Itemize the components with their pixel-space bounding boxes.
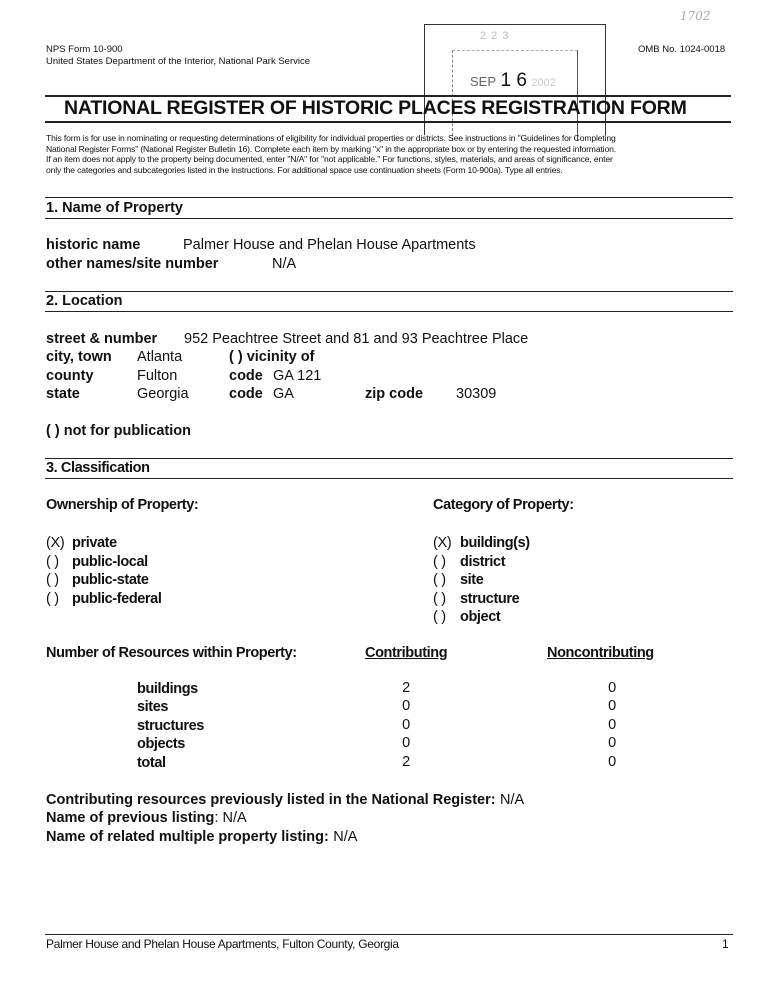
option-label: public-state <box>72 572 149 588</box>
street-value: 952 Peachtree Street and 81 and 93 Peachtree Place <box>184 331 529 347</box>
zip-value: 30309 <box>456 386 497 402</box>
table-row <box>137 716 616 735</box>
page-title: NATIONAL REGISTER OF HISTORIC PLACES REGISTRATION FORM <box>64 97 687 119</box>
zip-label: zip code <box>365 386 424 402</box>
row-label: objects <box>137 736 185 753</box>
stamp-line1: 2 2 3 <box>480 30 510 42</box>
street-label: street & number <box>46 331 158 347</box>
category-option-site[interactable] <box>433 571 530 590</box>
historic-name-label: historic name <box>46 237 141 253</box>
checkbox-mark: (X) <box>433 535 452 551</box>
row-label: total <box>137 754 166 771</box>
historic-name-value: Palmer House and Phelan House Apartments <box>183 237 476 253</box>
state-code-value: GA <box>273 386 294 402</box>
instructions <box>46 133 746 175</box>
option-label: site <box>460 572 484 588</box>
checkbox-mark: ( ) <box>46 553 59 570</box>
section2-rule-top <box>45 291 733 292</box>
category-option-object[interactable] <box>433 608 530 627</box>
section3-rule-bottom <box>45 478 733 479</box>
option-label: private <box>72 535 117 551</box>
resources-heading: Number of Resources within Property: <box>46 645 297 661</box>
state-label: state <box>46 386 80 402</box>
multiple-listing-line <box>46 828 357 846</box>
state-value: Georgia <box>137 386 189 402</box>
county-value: Fulton <box>137 368 178 384</box>
column-header-noncontributing: Noncontributing <box>547 645 654 661</box>
contributing-count: 2 <box>402 680 410 696</box>
county-code-label: code <box>229 368 263 384</box>
checkbox-mark: ( ) <box>46 572 59 588</box>
option-label: building(s) <box>460 535 530 551</box>
resources-table <box>137 680 616 772</box>
ownership-option-public-federal[interactable] <box>46 590 161 609</box>
checkbox-mark: (X) <box>46 535 65 551</box>
section2-heading: 2. Location <box>46 293 123 309</box>
checkbox-mark: ( ) <box>433 609 446 625</box>
multiple-listing-value: N/A <box>333 829 358 845</box>
category-option-district[interactable] <box>433 553 530 572</box>
checkbox-mark: ( ) <box>433 590 446 607</box>
option-label: structure <box>460 590 520 607</box>
stamp-date <box>470 70 556 92</box>
other-names-label: other names/site number <box>46 256 219 272</box>
county-label: county <box>46 368 94 384</box>
noncontributing-count: 0 <box>608 698 616 715</box>
category-heading: Category of Property: <box>433 497 574 513</box>
city-label: city, town <box>46 349 112 365</box>
table-row <box>137 753 616 772</box>
row-label: structures <box>137 717 204 734</box>
option-label: object <box>460 609 501 625</box>
ownership-heading: Ownership of Property: <box>46 497 199 513</box>
previous-listing-label: Name of previous listing <box>46 810 215 826</box>
stamp-year: 2002 <box>531 77 556 89</box>
row-label: buildings <box>137 681 198 697</box>
stamp-month: SEP <box>470 74 497 89</box>
checkbox-mark: ( ) <box>433 553 446 570</box>
ownership-options <box>46 534 161 608</box>
section2-rule-bottom <box>45 311 733 312</box>
contributing-count: 0 <box>402 735 410 752</box>
county-code-value: GA 121 <box>273 368 322 384</box>
checkbox-mark: ( ) <box>433 572 446 588</box>
noncontributing-count: 0 <box>608 735 616 752</box>
option-label: public-local <box>72 553 148 570</box>
ownership-option-private[interactable] <box>46 534 161 553</box>
vicinity-checkbox[interactable]: ( ) vicinity of <box>229 349 315 365</box>
noncontributing-count: 0 <box>608 680 616 696</box>
instructions-line: This form is for use in nominating or requesting determinations of eligibility for individual properties or districts. See instructions in "Guidelines for Completing <box>46 133 616 143</box>
contributing-count: 0 <box>402 698 410 715</box>
other-names-value: N/A <box>272 256 297 272</box>
contributing-count: 2 <box>402 753 410 770</box>
handwritten-mark: 1702 <box>680 9 711 23</box>
form-number: NPS Form 10-900 <box>46 44 123 55</box>
contributing-count: 0 <box>402 716 410 733</box>
section1-rule-bottom <box>45 218 733 219</box>
row-label: sites <box>137 699 169 716</box>
state-code-label: code <box>229 386 263 402</box>
previous-listing-value: N/A <box>222 810 247 826</box>
section1-heading: 1. Name of Property <box>46 200 183 216</box>
previously-listed-line <box>46 791 524 809</box>
instructions-line: only the categories and subcategories listed in the instructions. For additional space use continuation sheets (Form 10-900a). Type all entries. <box>46 164 563 175</box>
instructions-line: If an item does not apply to the property being documented, enter "N/A" for "not applicable." For functions, styles, materials, and areas of significance, enter <box>46 154 613 165</box>
stamp-day: 1 6 <box>500 70 527 91</box>
previous-listing-line: Name of previous listing: N/A <box>46 810 247 826</box>
instructions-line: National Register Forms" (National Register Bulletin 16). Complete each item by marking "x" in the appropriate box or by entering the requested information. <box>46 143 616 154</box>
agency-name: United States Department of the Interior, National Park Service <box>46 56 311 67</box>
multiple-listing-label: Name of related multiple property listing: <box>46 829 329 845</box>
footer-rule <box>45 934 733 935</box>
ownership-option-public-local[interactable] <box>46 553 161 572</box>
option-label: public-federal <box>72 590 162 607</box>
category-option-buildings[interactable] <box>433 534 530 553</box>
previously-listed-label: Contributing resources previously listed in the National Register: <box>46 792 496 808</box>
not-for-publication-checkbox[interactable]: ( ) not for publication <box>46 423 191 439</box>
ownership-option-public-state[interactable] <box>46 571 161 590</box>
noncontributing-count: 0 <box>608 716 616 733</box>
column-header-contributing: Contributing <box>365 645 448 661</box>
category-option-structure[interactable] <box>433 590 530 609</box>
noncontributing-count: 0 <box>608 753 616 770</box>
title-rule-bottom <box>45 121 731 123</box>
page-number: 1 <box>722 937 729 951</box>
section3-heading: 3. Classification <box>46 460 150 476</box>
table-row <box>137 735 616 753</box>
table-row <box>137 680 616 698</box>
category-options <box>433 534 530 627</box>
footer-text: Palmer House and Phelan House Apartments, Fulton County, Georgia <box>46 937 399 951</box>
table-row <box>137 698 616 716</box>
checkbox-mark: ( ) <box>46 590 59 607</box>
city-value: Atlanta <box>137 349 183 365</box>
section3-rule-top <box>45 458 733 459</box>
option-label: district <box>460 553 506 570</box>
omb-number: OMB No. 1024-0018 <box>638 44 726 55</box>
previously-listed-value: N/A <box>500 792 525 808</box>
section1-rule-top <box>45 197 733 198</box>
